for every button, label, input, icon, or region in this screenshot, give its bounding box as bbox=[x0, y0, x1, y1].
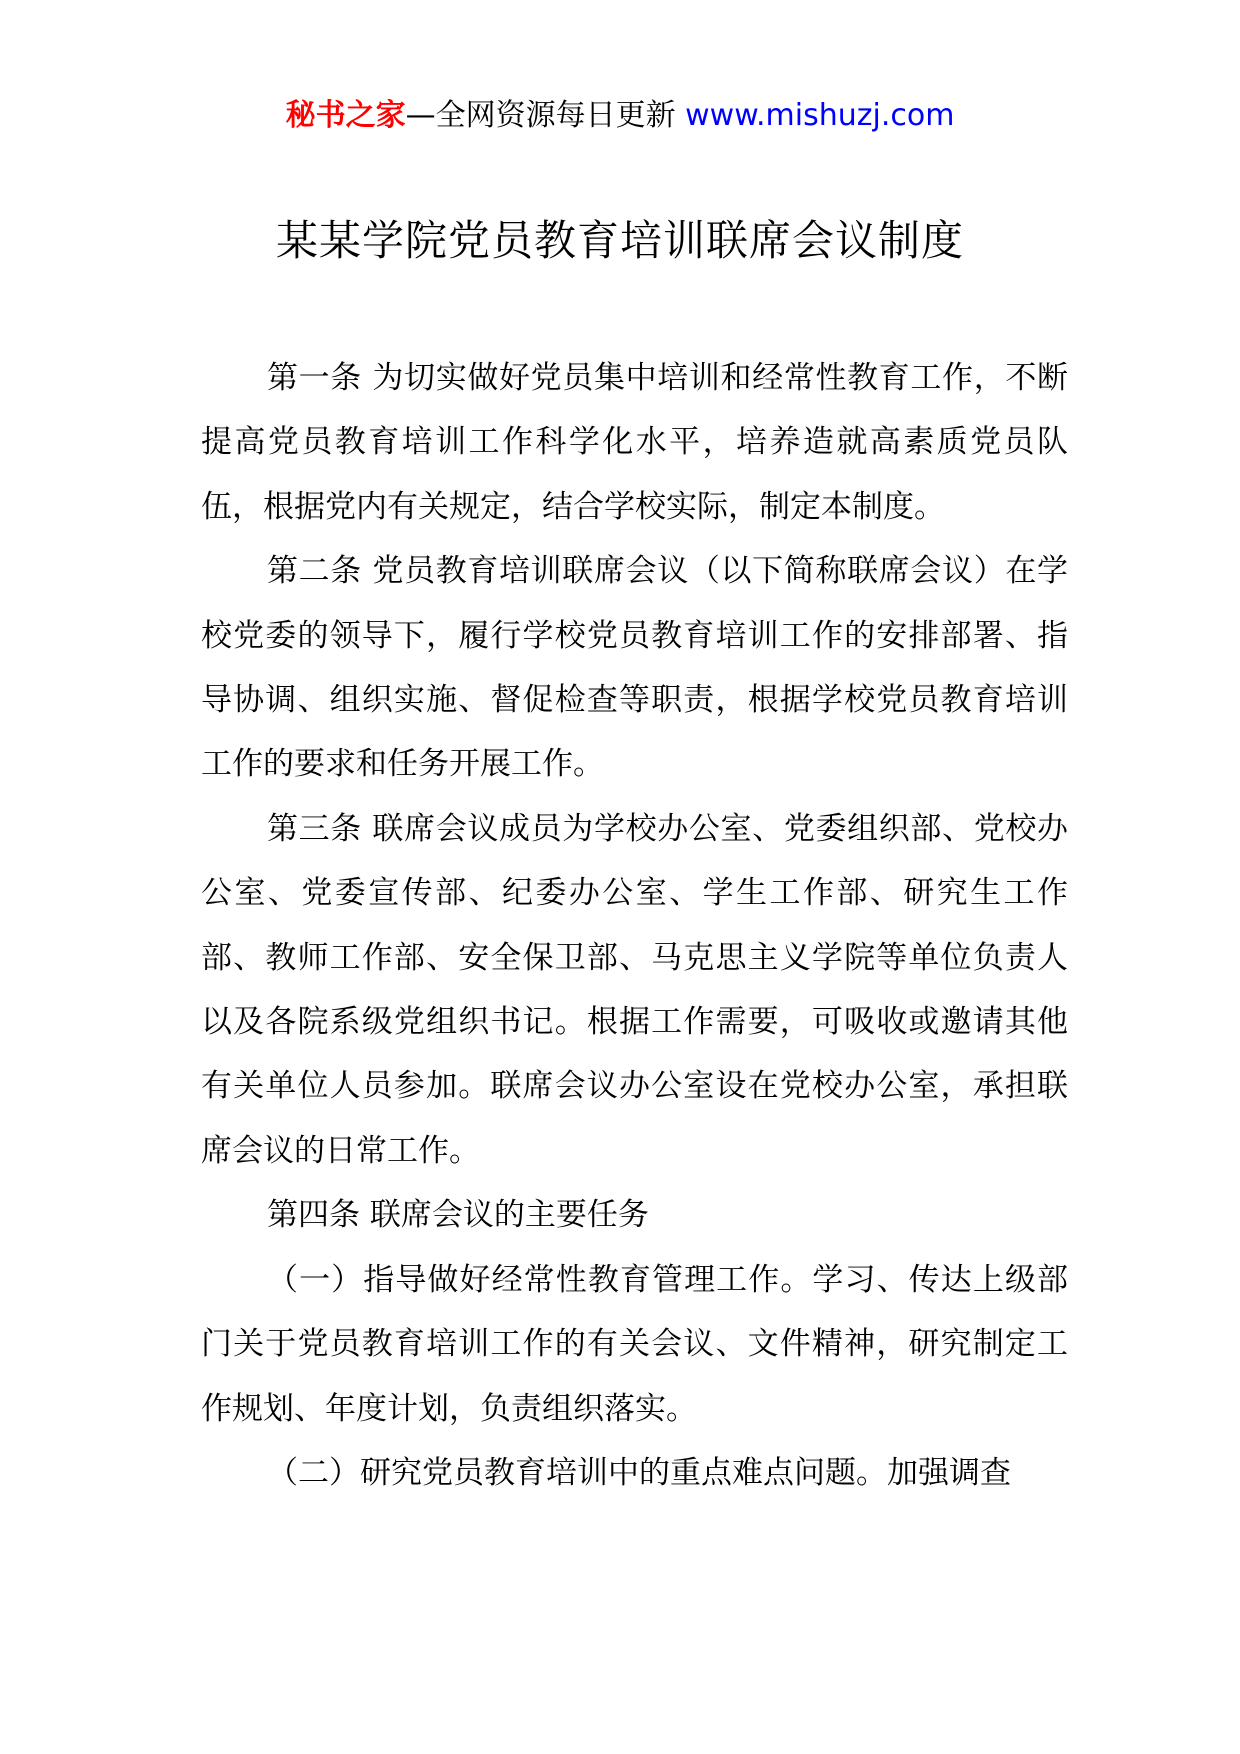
document-body bbox=[201, 346, 1068, 1505]
article-2-paragraph: 第二条 党员教育培训联席会议（以下简称联席会议）在学校党委的领导下，履行学校党员教育培训工作的安排部署、指导协调、组织实施、督促检查等职责，根据学校党员教育培训工作的要求和任务开展工作。 bbox=[201, 553, 1068, 783]
header-tagline: —全网资源每日更新 bbox=[405, 98, 686, 133]
site-header bbox=[0, 96, 1240, 136]
site-url-link[interactable]: www.mishuzj.com bbox=[685, 98, 955, 133]
task-2-paragraph: （二）研究党员教育培训中的重点难点问题。加强调查 bbox=[267, 1454, 1011, 1491]
brand-name: 秘书之家 bbox=[285, 98, 406, 133]
article-1-paragraph: 第一条 为切实做好党员集中培训和经常性教育工作，不断提高党员教育培训工作科学化水平，培养造就高素质党员队伍，根据党内有关规定，结合学校实际，制定本制度。 bbox=[201, 360, 1068, 525]
document-title: 某某学院党员教育培训联席会议制度 bbox=[275, 216, 964, 265]
article-3-paragraph: 第三条 联席会议成员为学校办公室、党委组织部、党校办公室、党委宣传部、纪委办公室、学生工作部、研究生工作部、教师工作部、安全保卫部、马克思主义学院等单位负责人以及各院系级党组织书记。根据工作需要，可吸收或邀请其他有关单位人员参加。联席会议办公室设在党校办公室，承担联席会议的日常工作。 bbox=[201, 810, 1068, 1169]
task-1-paragraph: （一）指导做好经常性教育管理工作。学习、传达上级部门关于党员教育培训工作的有关会议、文件精神，研究制定工作规划、年度计划，负责组织落实。 bbox=[201, 1261, 1068, 1427]
article-4-heading: 第四条 联席会议的主要任务 bbox=[267, 1197, 649, 1234]
